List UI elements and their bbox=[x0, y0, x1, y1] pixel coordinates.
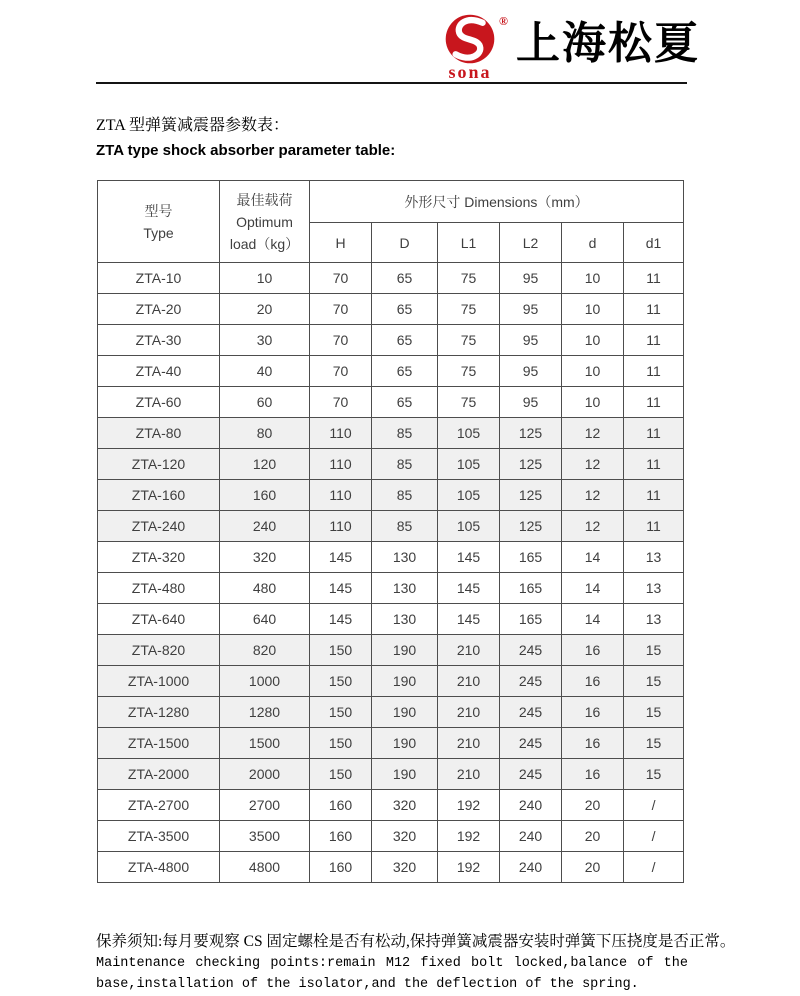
cell-L2: 125 bbox=[500, 449, 562, 480]
cell-L1: 105 bbox=[438, 511, 500, 542]
maintenance-note-english: Maintenance checking points:remain M12 fixed bolt locked,balance of the base,installation of the isolator,and the deflection of the spring. bbox=[96, 956, 688, 992]
cell-d: 14 bbox=[562, 604, 624, 635]
cell-L1: 105 bbox=[438, 480, 500, 511]
cell-type: ZTA-40 bbox=[98, 356, 220, 387]
cell-D: 65 bbox=[372, 325, 438, 356]
cell-D: 190 bbox=[372, 666, 438, 697]
col-header-d1: d1 bbox=[624, 223, 684, 263]
cell-d: 16 bbox=[562, 759, 624, 790]
cell-load: 2000 bbox=[220, 759, 310, 790]
cell-type: ZTA-80 bbox=[98, 418, 220, 449]
title-chinese: ZTA 型弹簧减震器参数表： bbox=[96, 117, 289, 134]
cell-H: 160 bbox=[310, 790, 372, 821]
cell-L2: 125 bbox=[500, 418, 562, 449]
cell-H: 70 bbox=[310, 294, 372, 325]
cell-H: 110 bbox=[310, 449, 372, 480]
cell-H: 150 bbox=[310, 728, 372, 759]
cell-D: 65 bbox=[372, 356, 438, 387]
cell-L1: 145 bbox=[438, 573, 500, 604]
cell-L1: 145 bbox=[438, 604, 500, 635]
cell-H: 150 bbox=[310, 759, 372, 790]
cell-type: ZTA-1000 bbox=[98, 666, 220, 697]
cell-H: 70 bbox=[310, 387, 372, 418]
cell-H: 145 bbox=[310, 604, 372, 635]
col-header-dimensions: 外形尺寸 Dimensions（mm） bbox=[310, 181, 684, 223]
cell-d: 20 bbox=[562, 790, 624, 821]
table-row bbox=[98, 573, 684, 604]
table-row bbox=[98, 666, 684, 697]
col-header-D: D bbox=[372, 223, 438, 263]
cell-D: 65 bbox=[372, 294, 438, 325]
cell-type: ZTA-320 bbox=[98, 542, 220, 573]
cell-H: 150 bbox=[310, 635, 372, 666]
cell-d1: 11 bbox=[624, 356, 684, 387]
cell-d: 12 bbox=[562, 449, 624, 480]
cell-type: ZTA-20 bbox=[98, 294, 220, 325]
cell-d1: 13 bbox=[624, 542, 684, 573]
cell-L1: 75 bbox=[438, 263, 500, 294]
cell-type: ZTA-820 bbox=[98, 635, 220, 666]
cell-d1: / bbox=[624, 821, 684, 852]
cell-D: 65 bbox=[372, 387, 438, 418]
cell-d1: 11 bbox=[624, 418, 684, 449]
cell-d1: 13 bbox=[624, 573, 684, 604]
cell-d: 10 bbox=[562, 294, 624, 325]
cell-d: 14 bbox=[562, 542, 624, 573]
cell-load: 120 bbox=[220, 449, 310, 480]
cell-L1: 75 bbox=[438, 294, 500, 325]
table-row bbox=[98, 449, 684, 480]
cell-L1: 210 bbox=[438, 666, 500, 697]
col-header-d: d bbox=[562, 223, 624, 263]
cell-H: 145 bbox=[310, 573, 372, 604]
cell-D: 130 bbox=[372, 542, 438, 573]
cell-L2: 165 bbox=[500, 604, 562, 635]
cell-d1: 11 bbox=[624, 480, 684, 511]
cell-L2: 95 bbox=[500, 387, 562, 418]
cell-L2: 240 bbox=[500, 790, 562, 821]
cell-type: ZTA-240 bbox=[98, 511, 220, 542]
cell-d: 16 bbox=[562, 635, 624, 666]
cell-D: 85 bbox=[372, 511, 438, 542]
cell-L1: 145 bbox=[438, 542, 500, 573]
cell-H: 110 bbox=[310, 511, 372, 542]
cell-d: 14 bbox=[562, 573, 624, 604]
cell-type: ZTA-160 bbox=[98, 480, 220, 511]
document-title bbox=[96, 112, 395, 159]
cell-D: 85 bbox=[372, 480, 438, 511]
cell-L2: 245 bbox=[500, 697, 562, 728]
cell-d: 10 bbox=[562, 387, 624, 418]
cell-D: 190 bbox=[372, 635, 438, 666]
cell-L1: 75 bbox=[438, 325, 500, 356]
cell-load: 820 bbox=[220, 635, 310, 666]
cell-d1: 11 bbox=[624, 511, 684, 542]
cell-d1: 11 bbox=[624, 263, 684, 294]
cell-load: 320 bbox=[220, 542, 310, 573]
cell-L2: 95 bbox=[500, 325, 562, 356]
cell-L2: 240 bbox=[500, 821, 562, 852]
table-row bbox=[98, 604, 684, 635]
cell-type: ZTA-30 bbox=[98, 325, 220, 356]
table-row bbox=[98, 418, 684, 449]
parameter-table bbox=[97, 180, 684, 883]
col-header-load-cn: 最佳载荷 bbox=[236, 191, 293, 208]
cell-L1: 105 bbox=[438, 449, 500, 480]
cell-L1: 192 bbox=[438, 852, 500, 883]
cell-load: 640 bbox=[220, 604, 310, 635]
cell-type: ZTA-480 bbox=[98, 573, 220, 604]
cell-load: 480 bbox=[220, 573, 310, 604]
cell-type: ZTA-3500 bbox=[98, 821, 220, 852]
cell-load: 40 bbox=[220, 356, 310, 387]
cell-load: 1280 bbox=[220, 697, 310, 728]
cell-load: 1000 bbox=[220, 666, 310, 697]
cell-L2: 245 bbox=[500, 728, 562, 759]
cell-d: 12 bbox=[562, 418, 624, 449]
cell-L1: 210 bbox=[438, 728, 500, 759]
cell-d1: 11 bbox=[624, 387, 684, 418]
table-row bbox=[98, 294, 684, 325]
cell-d1: / bbox=[624, 790, 684, 821]
table-row bbox=[98, 697, 684, 728]
brand-name: sona bbox=[448, 62, 492, 82]
col-header-optimum-load bbox=[220, 181, 310, 263]
cell-load: 4800 bbox=[220, 852, 310, 883]
cell-H: 70 bbox=[310, 263, 372, 294]
cell-D: 190 bbox=[372, 759, 438, 790]
cell-load: 160 bbox=[220, 480, 310, 511]
table-row bbox=[98, 790, 684, 821]
cell-d1: 15 bbox=[624, 697, 684, 728]
cell-H: 110 bbox=[310, 418, 372, 449]
cell-d: 16 bbox=[562, 697, 624, 728]
col-header-load-en2: load（kg） bbox=[229, 235, 300, 252]
cell-H: 150 bbox=[310, 697, 372, 728]
col-header-H: H bbox=[310, 223, 372, 263]
cell-d1: 11 bbox=[624, 294, 684, 325]
table-row bbox=[98, 511, 684, 542]
company-name: 上海松夏 bbox=[516, 19, 700, 68]
cell-L1: 210 bbox=[438, 759, 500, 790]
cell-L2: 245 bbox=[500, 666, 562, 697]
cell-H: 70 bbox=[310, 356, 372, 387]
cell-type: ZTA-2700 bbox=[98, 790, 220, 821]
header-divider bbox=[96, 82, 687, 84]
registered-trademark-icon: ® bbox=[499, 14, 508, 28]
cell-H: 110 bbox=[310, 480, 372, 511]
cell-L2: 95 bbox=[500, 263, 562, 294]
cell-load: 1500 bbox=[220, 728, 310, 759]
col-header-type-en: Type bbox=[143, 224, 174, 241]
cell-L2: 95 bbox=[500, 294, 562, 325]
cell-d1: 11 bbox=[624, 325, 684, 356]
title-english: ZTA type shock absorber parameter table: bbox=[96, 142, 396, 159]
cell-D: 320 bbox=[372, 790, 438, 821]
cell-H: 160 bbox=[310, 852, 372, 883]
cell-load: 20 bbox=[220, 294, 310, 325]
table-row bbox=[98, 387, 684, 418]
cell-d: 12 bbox=[562, 480, 624, 511]
col-header-load-en1: Optimum bbox=[236, 213, 293, 230]
col-header-L1: L1 bbox=[438, 223, 500, 263]
cell-d: 10 bbox=[562, 325, 624, 356]
cell-D: 130 bbox=[372, 604, 438, 635]
cell-type: ZTA-120 bbox=[98, 449, 220, 480]
cell-d1: 15 bbox=[624, 728, 684, 759]
cell-D: 320 bbox=[372, 821, 438, 852]
cell-d: 16 bbox=[562, 666, 624, 697]
table-row bbox=[98, 356, 684, 387]
cell-L1: 75 bbox=[438, 387, 500, 418]
cell-L1: 210 bbox=[438, 697, 500, 728]
cell-d1: 15 bbox=[624, 635, 684, 666]
cell-type: ZTA-60 bbox=[98, 387, 220, 418]
cell-d1: 15 bbox=[624, 759, 684, 790]
cell-d: 16 bbox=[562, 728, 624, 759]
cell-load: 60 bbox=[220, 387, 310, 418]
sona-logo-mark bbox=[436, 12, 508, 82]
cell-type: ZTA-1500 bbox=[98, 728, 220, 759]
cell-H: 160 bbox=[310, 821, 372, 852]
cell-D: 65 bbox=[372, 263, 438, 294]
cell-d: 20 bbox=[562, 821, 624, 852]
table-row bbox=[98, 480, 684, 511]
cell-D: 190 bbox=[372, 728, 438, 759]
cell-L1: 210 bbox=[438, 635, 500, 666]
cell-L2: 245 bbox=[500, 759, 562, 790]
sona-s-icon bbox=[443, 12, 497, 66]
cell-type: ZTA-2000 bbox=[98, 759, 220, 790]
cell-H: 70 bbox=[310, 325, 372, 356]
cell-L2: 165 bbox=[500, 573, 562, 604]
cell-L2: 125 bbox=[500, 480, 562, 511]
cell-H: 150 bbox=[310, 666, 372, 697]
cell-L1: 105 bbox=[438, 418, 500, 449]
cell-load: 80 bbox=[220, 418, 310, 449]
cell-L2: 240 bbox=[500, 852, 562, 883]
cell-D: 85 bbox=[372, 418, 438, 449]
cell-load: 30 bbox=[220, 325, 310, 356]
cell-L2: 125 bbox=[500, 511, 562, 542]
cell-d: 20 bbox=[562, 852, 624, 883]
cell-d1: 13 bbox=[624, 604, 684, 635]
table-row bbox=[98, 821, 684, 852]
maintenance-note bbox=[96, 929, 736, 996]
cell-L2: 165 bbox=[500, 542, 562, 573]
cell-H: 145 bbox=[310, 542, 372, 573]
cell-L1: 192 bbox=[438, 821, 500, 852]
cell-D: 190 bbox=[372, 697, 438, 728]
cell-load: 2700 bbox=[220, 790, 310, 821]
table-row bbox=[98, 728, 684, 759]
table-row bbox=[98, 325, 684, 356]
cell-D: 85 bbox=[372, 449, 438, 480]
cell-L2: 95 bbox=[500, 356, 562, 387]
col-header-L2: L2 bbox=[500, 223, 562, 263]
cell-type: ZTA-10 bbox=[98, 263, 220, 294]
cell-load: 3500 bbox=[220, 821, 310, 852]
cell-D: 130 bbox=[372, 573, 438, 604]
col-header-type-cn: 型号 bbox=[144, 202, 173, 219]
company-logo bbox=[436, 12, 700, 81]
cell-L1: 75 bbox=[438, 356, 500, 387]
cell-D: 320 bbox=[372, 852, 438, 883]
cell-d1: 11 bbox=[624, 449, 684, 480]
table-row bbox=[98, 852, 684, 883]
cell-L1: 192 bbox=[438, 790, 500, 821]
cell-load: 10 bbox=[220, 263, 310, 294]
cell-d1: 15 bbox=[624, 666, 684, 697]
maintenance-note-chinese: 保养须知:每月要观察 CS 固定螺栓是否有松动,保持弹簧减震器安装时弹簧下压挠度是否正常。 bbox=[96, 933, 736, 950]
cell-L2: 245 bbox=[500, 635, 562, 666]
cell-d: 10 bbox=[562, 263, 624, 294]
cell-type: ZTA-4800 bbox=[98, 852, 220, 883]
cell-type: ZTA-640 bbox=[98, 604, 220, 635]
cell-d: 10 bbox=[562, 356, 624, 387]
parameter-table-body bbox=[98, 263, 684, 883]
cell-load: 240 bbox=[220, 511, 310, 542]
table-row bbox=[98, 759, 684, 790]
table-row bbox=[98, 542, 684, 573]
cell-d: 12 bbox=[562, 511, 624, 542]
cell-d1: / bbox=[624, 852, 684, 883]
col-header-type bbox=[98, 181, 220, 263]
table-row bbox=[98, 635, 684, 666]
table-row bbox=[98, 263, 684, 294]
cell-type: ZTA-1280 bbox=[98, 697, 220, 728]
